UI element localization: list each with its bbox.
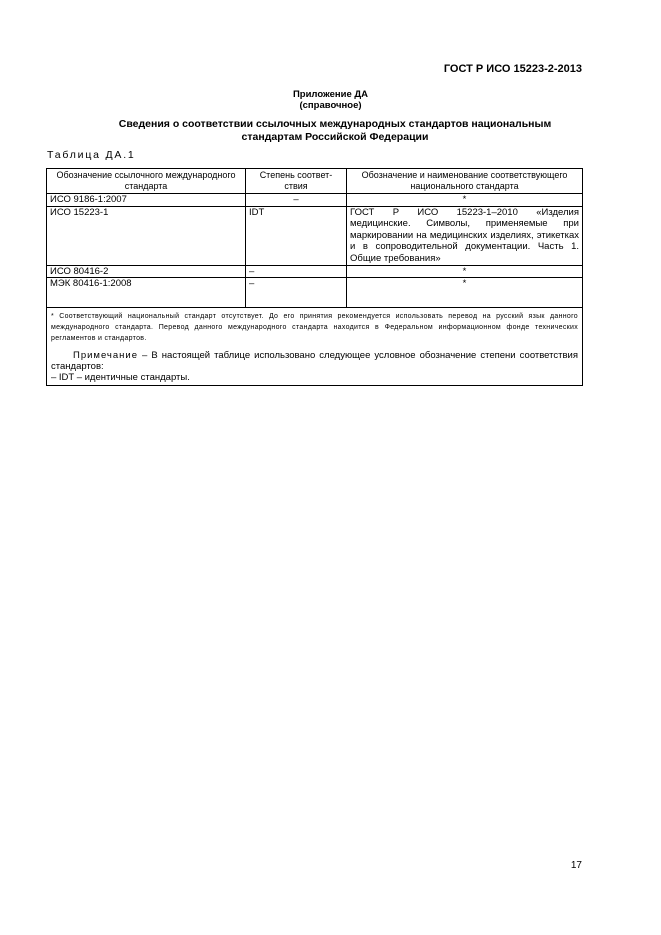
standards-table bbox=[46, 168, 583, 386]
note-label: Примечание bbox=[73, 350, 138, 362]
table-caption: Таблица ДА.1 bbox=[47, 149, 136, 161]
cell-degree: IDT bbox=[246, 206, 347, 265]
appendix-subtitle: (справочное) bbox=[299, 100, 362, 111]
cell-international-std: МЭК 80416-1:2008 bbox=[47, 278, 246, 308]
cell-national-std: * bbox=[347, 265, 583, 278]
table-footnote: * Соответствующий национальный стандарт отсутствует. До его принятия рекомендуется использовать перевод на русский язык данного международного стандарта. Перевод данного международного стандарта находится в Федеральном информационном фонде технических регламентов и стандартов. bbox=[51, 313, 578, 343]
column-header-degree: Степень соответ-ствия bbox=[246, 169, 347, 194]
document-code: ГОСТ Р ИСО 15223-2-2013 bbox=[443, 63, 582, 75]
column-header-national: Обозначение и наименование соответствующего национального стандарта bbox=[347, 169, 583, 194]
table-row bbox=[47, 265, 583, 278]
table-footer bbox=[47, 308, 583, 386]
cell-international-std: ИСО 15223-1 bbox=[47, 206, 246, 265]
cell-international-std: ИСО 9186-1:2007 bbox=[47, 194, 246, 207]
table-row bbox=[47, 194, 583, 207]
note-text: – В настоящей таблице использовано следующее условное обозначение степени соответствия стандартов: bbox=[51, 350, 578, 373]
column-header-international: Обозначение ссылочного международного стандарта bbox=[47, 169, 246, 194]
note-item: – IDT – идентичные стандарты. bbox=[51, 372, 190, 384]
cell-national-std: ГОСТ Р ИСО 15223-1–2010 «Изделия медицинские. Символы, применяемые при маркировании на медицинских изделиях, этикетках и в сопроводительной документации. Часть 1. Общие требования» bbox=[347, 206, 583, 265]
page-number: 17 bbox=[570, 860, 582, 871]
table-footer-row bbox=[47, 308, 583, 386]
table-note bbox=[51, 350, 578, 372]
cell-international-std: ИСО 80416-2 bbox=[47, 265, 246, 278]
table-row bbox=[47, 206, 583, 265]
cell-national-std: * bbox=[347, 194, 583, 207]
section-heading: Сведения о соответствии ссылочных международных стандартов национальным стандартам Российской Федерации bbox=[118, 118, 552, 143]
cell-degree: – bbox=[246, 194, 347, 207]
table-header-row bbox=[47, 169, 583, 194]
cell-degree: – bbox=[246, 265, 347, 278]
appendix-title: Приложение ДА bbox=[292, 89, 369, 100]
cell-national-std: * bbox=[347, 278, 583, 308]
table-row bbox=[47, 278, 583, 308]
cell-degree: – bbox=[246, 278, 347, 308]
